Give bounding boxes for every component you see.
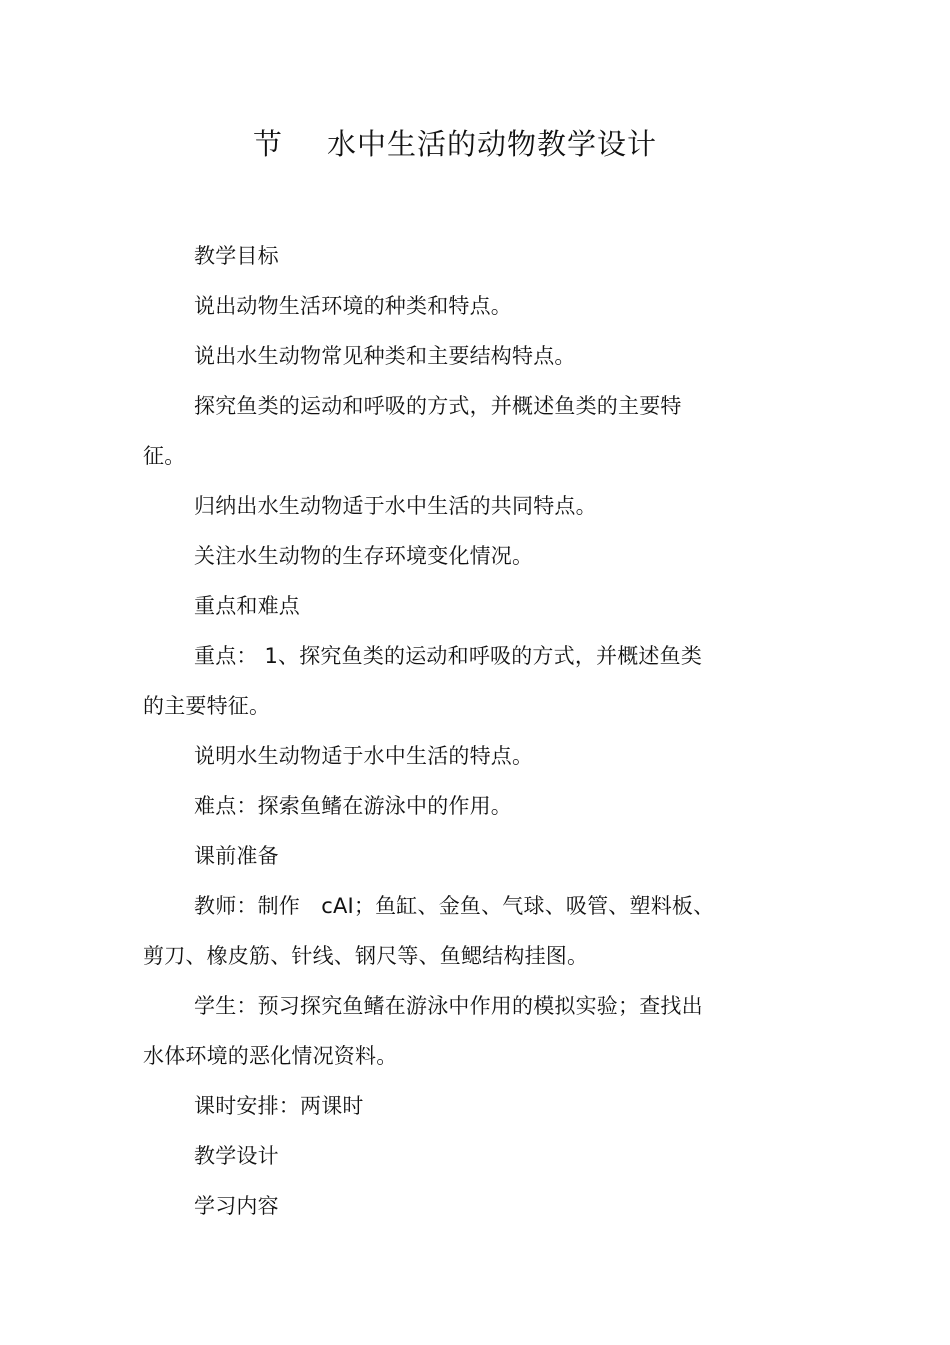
heading-learning-content: 学习内容 bbox=[194, 1194, 279, 1218]
paragraph-line: 的主要特征。 bbox=[143, 694, 271, 718]
paragraph-line: 归纳出水生动物适于水中生活的共同特点。 bbox=[194, 494, 597, 518]
paragraph-line: 剪刀、橡皮筋、针线、钢尺等、鱼鳃结构挂图。 bbox=[143, 944, 589, 968]
heading-teaching-design: 教学设计 bbox=[194, 1144, 279, 1168]
document-title bbox=[0, 122, 910, 163]
paragraph-line: 说明水生动物适于水中生活的特点。 bbox=[194, 744, 534, 768]
paragraph-line: 说出动物生活环境的种类和特点。 bbox=[194, 294, 512, 318]
heading-teaching-objectives: 教学目标 bbox=[194, 244, 279, 268]
paragraph-line: 关注水生动物的生存环境变化情况。 bbox=[194, 544, 534, 568]
paragraph-line: 课时安排：两课时 bbox=[194, 1094, 364, 1118]
paragraph-line: 教师：制作 cAI；鱼缸、金鱼、气球、吸管、塑料板、 bbox=[194, 894, 715, 918]
paragraph-line: 学生：预习探究鱼鳍在游泳中作用的模拟实验；查找出 bbox=[194, 994, 703, 1018]
paragraph-line: 难点：探索鱼鳍在游泳中的作用。 bbox=[194, 794, 512, 818]
title-section-label: 节 bbox=[252, 127, 283, 161]
heading-preparation: 课前准备 bbox=[194, 844, 279, 868]
title-text: 水中生活的动物教学设计 bbox=[327, 127, 658, 161]
paragraph-line: 重点： 1、探究鱼类的运动和呼吸的方式，并概述鱼类 bbox=[194, 644, 703, 668]
paragraph-line: 征。 bbox=[143, 444, 186, 468]
heading-key-points: 重点和难点 bbox=[194, 594, 300, 618]
paragraph-line: 说出水生动物常见种类和主要结构特点。 bbox=[194, 344, 576, 368]
paragraph-line: 探究鱼类的运动和呼吸的方式，并概述鱼类的主要特 bbox=[194, 394, 682, 418]
paragraph-line: 水体环境的恶化情况资料。 bbox=[143, 1044, 398, 1068]
